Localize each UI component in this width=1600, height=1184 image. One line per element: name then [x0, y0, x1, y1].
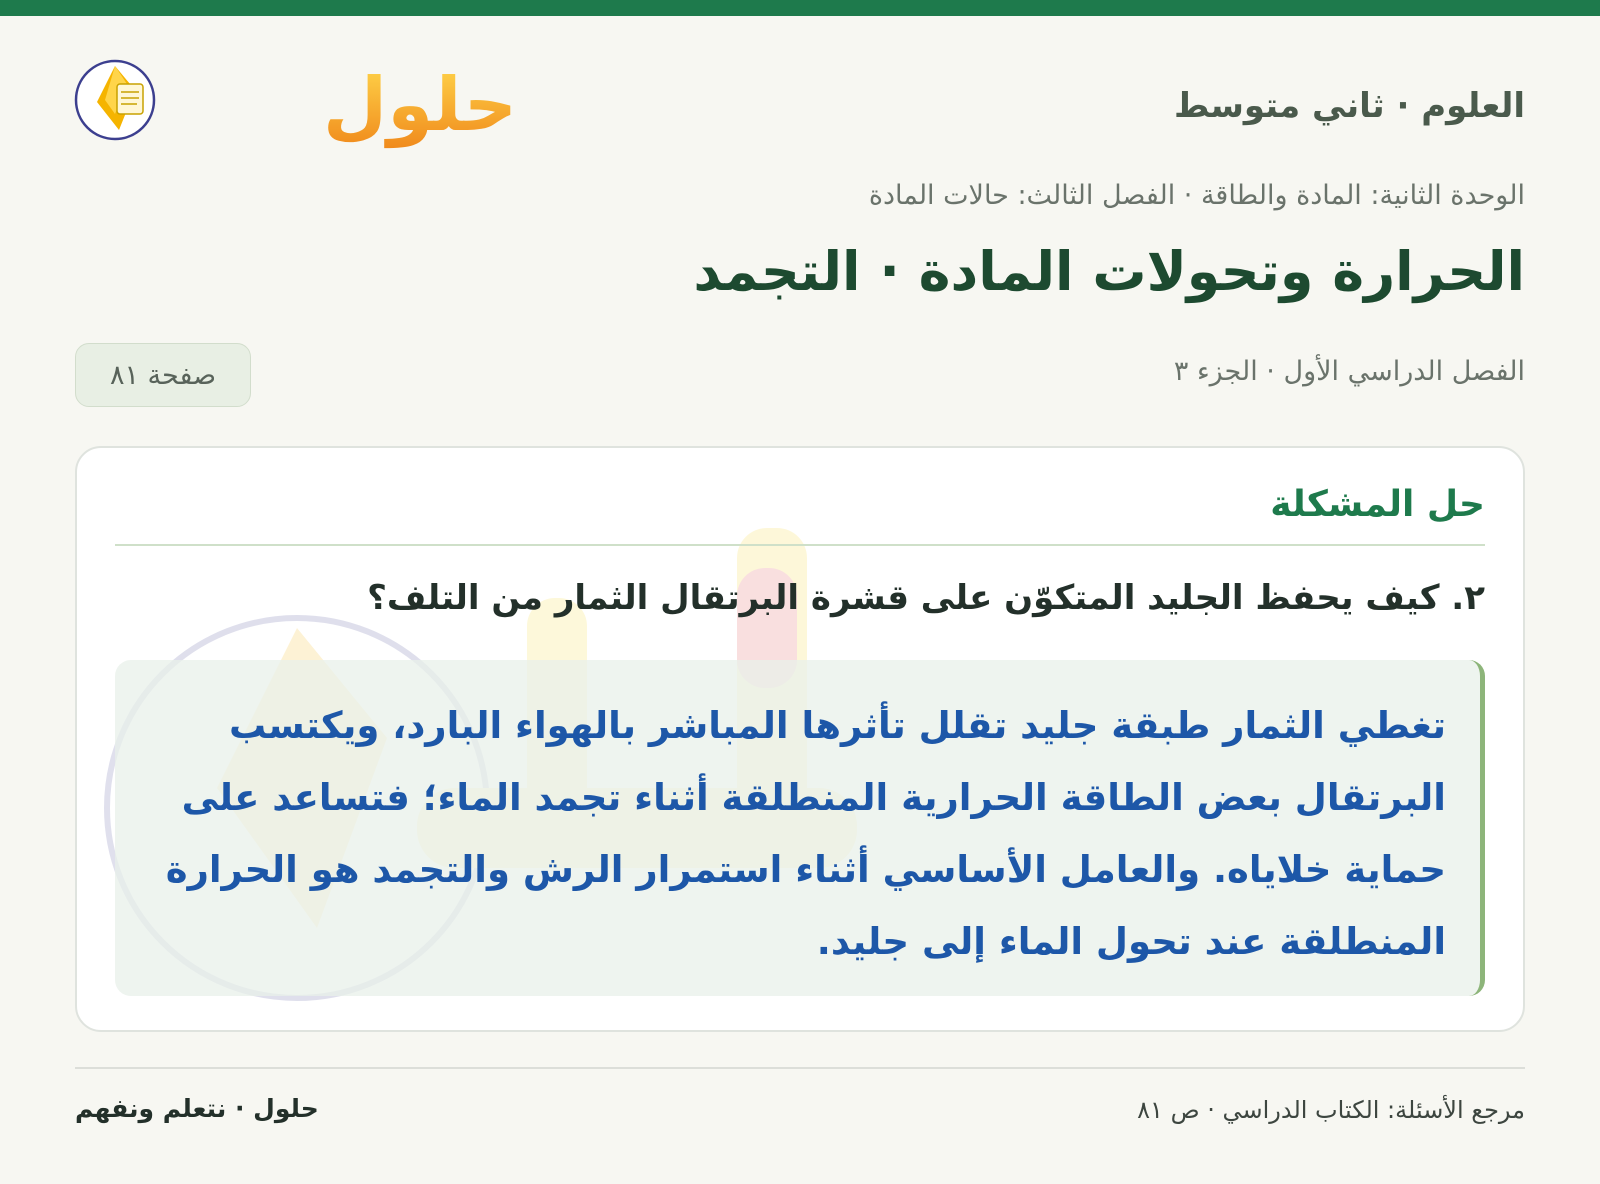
page-number-badge	[75, 343, 251, 407]
footer-divider	[75, 1067, 1525, 1069]
footer-brand[interactable]: حلول · نتعلم ونفهم	[75, 1094, 319, 1123]
page-header	[75, 44, 1525, 164]
hulul-logo-icon	[75, 44, 518, 156]
top-accent-bar	[0, 0, 1600, 16]
unit-chapter-line: الوحدة الثانية: المادة والطاقة · الفصل الثالث: حالات المادة	[868, 180, 1525, 211]
logo-wordmark: حلول	[323, 62, 518, 148]
page-number-label: صفحة ٨١	[109, 359, 217, 391]
lesson-title: الحرارة وتحولات المادة · التجمد	[693, 240, 1525, 303]
subject-grade: العلوم · ثاني متوسط	[1174, 86, 1525, 126]
answer-box	[115, 660, 1485, 996]
section-divider	[115, 544, 1485, 546]
footer-reference: مرجع الأسئلة: الكتاب الدراسي · ص ٨١	[1137, 1096, 1525, 1124]
answer-text: تغطي الثمار طبقة جليد تقلل تأثرها المباشر بالهواء البارد، ويكتسب البرتقال بعض الطاقة الحرارية المنطلقة أثناء تجمد الماء؛ فتساعد على حماية خلاياه. والعامل الأساسي أثناء استمرار الرش والتجمد هو الحرارة المنطلقة عند تحول الماء إلى جليد.	[165, 704, 1446, 963]
hulul-logo[interactable]	[75, 44, 518, 156]
term-part-line: الفصل الدراسي الأول · الجزء ٣	[1173, 356, 1525, 387]
solution-card	[75, 446, 1525, 1032]
question-text: ٢. كيف يحفظ الجليد المتكوّن على قشرة البرتقال الثمار من التلف؟	[367, 578, 1485, 618]
section-title: حل المشكلة	[1270, 484, 1485, 525]
